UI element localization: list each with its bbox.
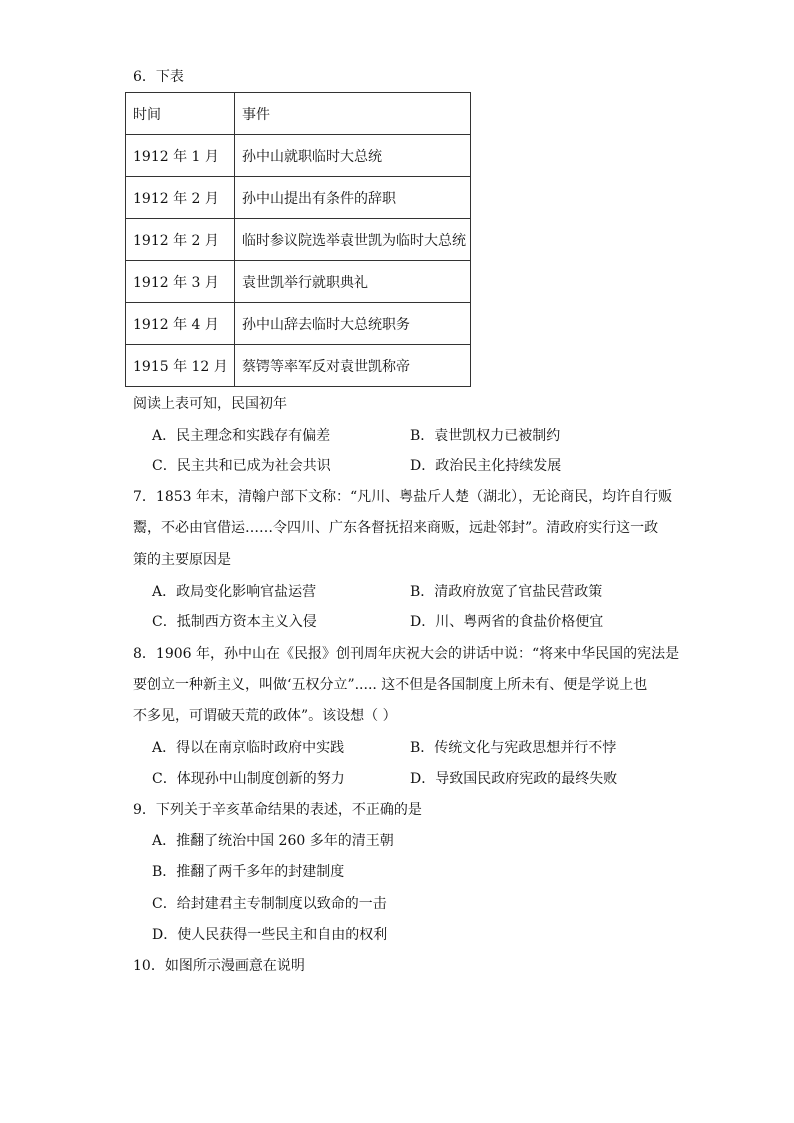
- table-row: [126, 219, 471, 261]
- q7-stem-line-1: 7．1853 年末，清翰户部下文称：“凡川、粤盐斤人楚（湖北），无论商民，均许自行贩: [133, 489, 673, 505]
- table-row: [126, 303, 471, 345]
- table-header-time: 时间: [126, 93, 235, 135]
- q9-option-d[interactable]: D．使人民获得一些民主和自由的权利: [152, 927, 388, 943]
- table-cell-time: 1912 年 3 月: [126, 261, 235, 303]
- events-table: [125, 92, 471, 387]
- q8-option-d[interactable]: D．导致国民政府宪政的最终失败: [410, 771, 618, 787]
- q6-option-d[interactable]: D．政治民主化持续发展: [410, 458, 562, 474]
- table-cell-event: 孙中山就职临时大总统: [235, 135, 471, 177]
- table-cell-event: 孙中山辞去临时大总统职务: [235, 303, 471, 345]
- q7-option-a[interactable]: A．政局变化影响官盐运营: [152, 584, 317, 600]
- q9-option-a[interactable]: A．推翻了统治中国 260 多年的清王朝: [152, 833, 394, 849]
- q10-stem: 10．如图所示漫画意在说明: [133, 958, 305, 974]
- q9-option-b[interactable]: B．推翻了两千多年的封建制度: [152, 864, 345, 880]
- table-row: [126, 135, 471, 177]
- q8-stem-line-2: 要创立一种新主义，叫做‘五权分立”..... 这不但是各国制度上所未有、便是学说上也: [133, 677, 648, 693]
- table-cell-event: 蔡锷等率军反对袁世凯称帝: [235, 345, 471, 387]
- q6-after-text: 阅读上表可知，民国初年: [133, 396, 287, 412]
- q7-option-b[interactable]: B．清政府放宽了官盐民营政策: [410, 584, 603, 600]
- q9-option-c[interactable]: C．给封建君主专制制度以致命的一击: [152, 896, 387, 912]
- table-cell-event: 袁世凯举行就职典礼: [235, 261, 471, 303]
- q9-stem: 9．下列关于辛亥革命结果的表述，不正确的是: [133, 802, 422, 818]
- q7-option-c[interactable]: C．抵制西方资本主义入侵: [152, 614, 317, 630]
- q8-option-a[interactable]: A．得以在南京临时政府中实践: [152, 740, 345, 756]
- q7-stem-line-2: 鬻，不必由官借运……令四川、广东各督抚招来商贩，远赴邻封”。清政府实行这一政: [133, 520, 659, 536]
- table-cell-time: 1912 年 1 月: [126, 135, 235, 177]
- table-cell-time: 1912 年 4 月: [126, 303, 235, 345]
- table-row: [126, 261, 471, 303]
- q8-option-b[interactable]: B．传统文化与宪政思想并行不悖: [410, 740, 617, 756]
- q6-stem: 6．下表: [133, 69, 184, 85]
- q8-stem-line-1: 8．1906 年，孙中山在《民报》创刊周年庆祝大会的讲话中说：“将来中华民国的宪法是: [133, 646, 680, 662]
- table-row: [126, 177, 471, 219]
- table-header-event: 事件: [235, 93, 471, 135]
- table-cell-event: 孙中山提出有条件的辞职: [235, 177, 471, 219]
- q6-option-b[interactable]: B．袁世凯权力已被制约: [410, 428, 561, 444]
- table-header-row: [126, 93, 471, 135]
- table-cell-time: 1912 年 2 月: [126, 219, 235, 261]
- q6-option-c[interactable]: C．民主共和已成为社会共识: [152, 458, 331, 474]
- q8-option-c[interactable]: C．体现孙中山制度创新的努力: [152, 771, 345, 787]
- q6-option-a[interactable]: A．民主理念和实践存有偏差: [152, 428, 331, 444]
- table-cell-time: 1912 年 2 月: [126, 177, 235, 219]
- table-cell-time: 1915 年 12 月: [126, 345, 235, 387]
- table-row: [126, 345, 471, 387]
- q7-stem-line-3: 策的主要原因是: [133, 552, 231, 568]
- table-cell-event: 临时参议院选举袁世凯为临时大总统: [235, 219, 471, 261]
- q8-stem-line-3: 不多见，可谓破天荒的政体”。该设想（ ）: [133, 708, 397, 724]
- q7-option-d[interactable]: D．川、粤两省的食盐价格便宜: [410, 614, 604, 630]
